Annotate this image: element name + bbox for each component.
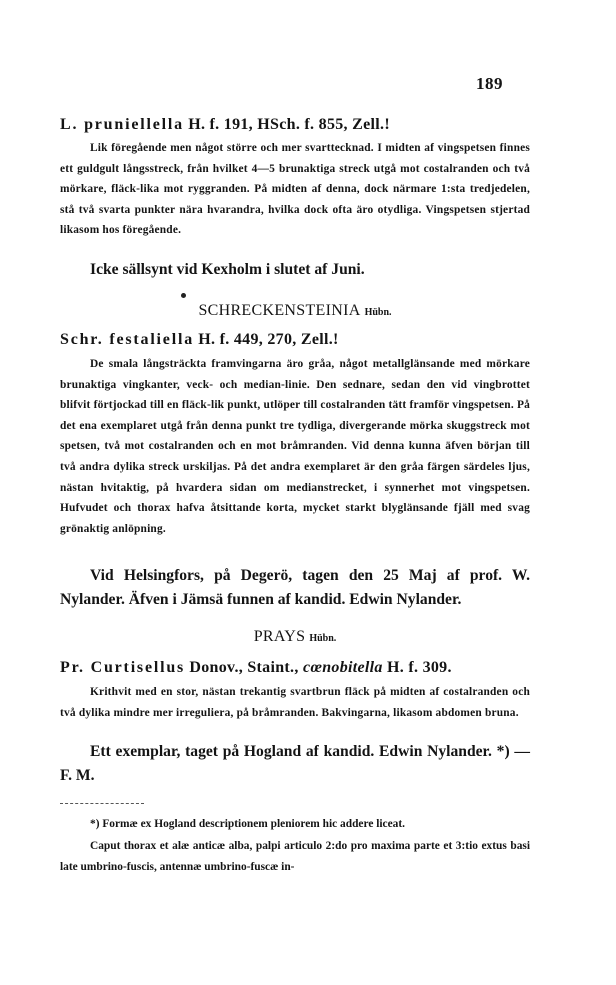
entry-heading-pruniellella bbox=[60, 115, 530, 135]
genus-heading-schreckensteinia bbox=[60, 302, 530, 320]
genus-author: Hübn. bbox=[309, 633, 337, 644]
footnote-rule bbox=[60, 803, 144, 804]
footnote-line-1: *) Formæ ex Hogland descriptionem pleniorem hic addere liceat. bbox=[90, 818, 405, 830]
entry-locality: Vid Helsingfors, på Degerö, tagen den 25 Maj af prof. W. Nylander. Äfven i Jämsä funnen af kandid. Edwin Nylander. bbox=[60, 567, 530, 608]
entry-locality: Ett exemplar, taget på Hogland af kandid. Edwin Nylander. *) — F. M. bbox=[60, 743, 530, 784]
species-name: L. pruniellella bbox=[60, 116, 184, 133]
footnote-text: Caput thorax et alæ anticæ alba, palpi articulo 2:do pro maxima parte et 3:tio extus basi late umbrino-fuscis, antennæ umbrino-fuscæ in- bbox=[60, 840, 530, 873]
species-references: H. f. 449, 270, Zell.! bbox=[194, 331, 339, 348]
entry-description: Lik föregående men något större och mer svarttecknad. I midten af vingspetsen finnes ett guldgult långsstreck, från hvilket 4—5 brunaktiga streck utgå mot costalranden och två mörkare, fläck-lika mot ryggranden. På midten af denna, dock närmare 1:sta tredjedelen, stå två svarta punkter nära hvarandra, hvilka dock ofta äro otydliga. Vingspetsen stjertad likasom hos föregående. bbox=[60, 142, 530, 237]
entry-description: Krithvit med en stor, nästan trekantig svartbrun fläck på midten af costalranden och två dylika mindre mer irreguliera, på bråmranden. Bakvingarna, likasom abdomen bruna. bbox=[60, 686, 530, 719]
entry-heading-curtisellus bbox=[60, 658, 530, 678]
species-name: Pr. Curtisellus bbox=[60, 659, 186, 676]
entry-description: De smala långsträckta framvingarna äro gråa, något metallglänsande med mörkare brunaktiga vingkanter, veck- och median-linie. Den sednare, sedan den vid vingbrottet blifvit förtjockad till en fläck-lik punkt, utlöper till costalranden tätt framför vingspetsen. På det ena exemplaret utgå från denna punkt tre tydliga, divergerande mörka skuggstreck mot spetsen, två mot costalranden och en mot bråmranden. Vid denna kunna äfven början till två andra dylika streck urskiljas. På det andra exemplaret är den gråa färgen särdeles ljus, nästan hvitaktig, på hvardera sidan om medianstrecket, i synnerhet mot vingspetsen. Hufvudet och thorax hafva åtsittande korta, mycket starkt blyglänsande fjäll med svag grönaktig anlöpning. bbox=[60, 358, 530, 535]
genus-heading-prays bbox=[60, 628, 530, 646]
species-references: Donov., Staint., bbox=[185, 659, 303, 676]
species-references-end: H. f. 309. bbox=[382, 659, 452, 676]
species-synonym: cœnobitella bbox=[302, 659, 383, 676]
species-name: Schr. festaliella bbox=[60, 331, 194, 348]
page-number: 189 bbox=[476, 74, 503, 93]
genus-name: SCHRECKENSTEINIA bbox=[198, 302, 361, 319]
entry-locality: Icke sällsynt vid Kexholm i slutet af Juni. bbox=[90, 261, 365, 278]
ornament-dot bbox=[181, 293, 186, 298]
genus-author: Hübn. bbox=[364, 307, 392, 318]
species-references: H. f. 191, HSch. f. 855, Zell.! bbox=[183, 116, 390, 133]
entry-heading-festaliella bbox=[60, 330, 530, 350]
genus-name: PRAYS bbox=[253, 628, 306, 645]
